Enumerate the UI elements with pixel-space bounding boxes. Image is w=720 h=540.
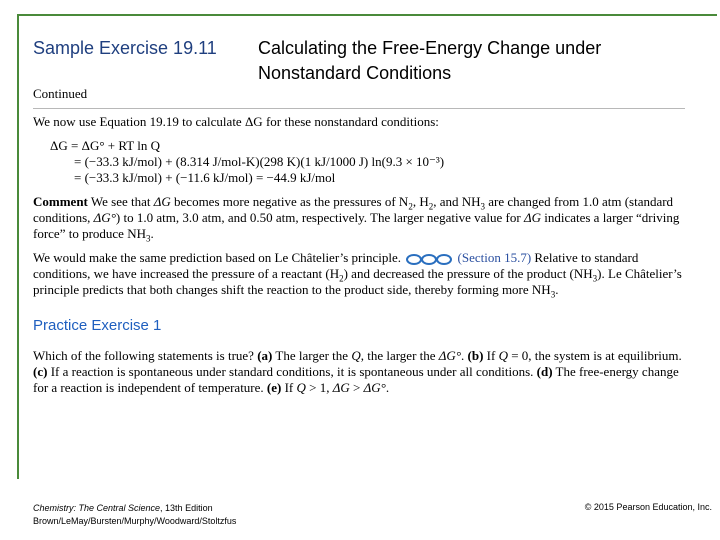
footer-citation: [33, 502, 236, 528]
subscript: 3: [550, 289, 556, 300]
symbol-dg: ΔG: [332, 380, 350, 395]
comment-text: , H: [412, 194, 429, 209]
question-text: , the larger the: [360, 348, 439, 363]
question-text: .: [385, 380, 390, 395]
symbol-q: Q: [498, 348, 508, 363]
comment-text: indicates a larger “driving force” to produce NH: [33, 210, 680, 241]
option-label: (e): [266, 380, 282, 395]
book-authors: Brown/LeMay/Bursten/Murphy/Woodward/Stoltzfus: [33, 516, 237, 526]
question-text: .: [461, 348, 468, 363]
frame-top-rule: [17, 14, 717, 16]
comment-label: Comment: [33, 194, 88, 209]
comment-text: are changed from 1.0 atm (standard conditions,: [33, 194, 674, 225]
symbol-dg0: ΔG°: [438, 348, 462, 363]
frame-left-rule: [17, 14, 19, 479]
question-text: >: [349, 380, 364, 395]
prediction-text: ) and decreased the pressure of the product (NH: [343, 266, 593, 281]
question-text: If a reaction is spontaneous under standard conditions, it is spontaneous under all conditions.: [47, 364, 537, 379]
continued-label: Continued: [33, 86, 88, 101]
prediction-text: ). Le Châtelier’s principle predicts that both changes shift the reaction to the product side, thereby forming more NH: [33, 266, 682, 297]
title-number: Sample Exercise 19.11: [33, 38, 217, 58]
book-title: Chemistry: The Central Science: [33, 503, 161, 513]
symbol-q: Q: [296, 380, 306, 395]
question-text: If: [281, 380, 297, 395]
option-label: (b): [467, 348, 484, 363]
intro-text: We now use Equation 19.19 to calculate ΔG for these nonstandard conditions:: [33, 114, 439, 129]
comment-text: .: [150, 226, 154, 241]
symbol-dg0: ΔG°: [363, 380, 386, 395]
go-figure-link-icon[interactable]: [406, 254, 452, 265]
equation-line-3: = (−33.3 kJ/mol) + (−11.6 kJ/mol) = −44.9 kJ/mol: [74, 170, 336, 185]
option-label: (d): [536, 364, 553, 379]
practice-heading: Practice Exercise 1: [33, 317, 162, 334]
prediction-paragraph: [33, 250, 695, 298]
comment-text: ) to 1.0 atm, 3.0 atm, and 0.50 atm, respectively. The larger negative value for: [115, 210, 524, 225]
subscript: 2: [428, 201, 434, 212]
prediction-text: We would make the same prediction based on Le Châtelier’s principle.: [33, 250, 402, 265]
comment-text: We see that: [90, 194, 154, 209]
prediction-text: .: [555, 282, 559, 297]
subscript: 3: [145, 233, 151, 244]
question-text: The larger the: [272, 348, 352, 363]
question-text: The free-energy change for a reaction is independent of temperature.: [33, 364, 679, 395]
comment-paragraph: [33, 194, 695, 242]
question-text: > 1,: [305, 380, 333, 395]
symbol-dg0: ΔG°: [93, 210, 116, 225]
subscript: 3: [480, 201, 485, 212]
option-label: (c): [33, 364, 48, 379]
book-edition: , 13th Edition: [160, 503, 213, 513]
divider: [33, 108, 685, 109]
page-title: [33, 36, 703, 83]
title-text: Calculating the Free-Energy Change under Nonstandard Conditions: [258, 38, 602, 83]
option-label: (a): [257, 348, 273, 363]
subscript: 3: [592, 273, 598, 284]
comment-text: , and NH: [433, 194, 481, 209]
symbol-dg: ΔG: [153, 194, 171, 209]
symbol-q: Q: [351, 348, 361, 363]
subscript: 2: [408, 201, 413, 212]
prediction-text: Relative to standard conditions, we have increased the pressure of a reactant (H: [33, 250, 639, 281]
comment-text: becomes more negative as the pressures of N: [170, 194, 409, 209]
footer-copyright: © 2015 Pearson Education, Inc.: [584, 502, 712, 512]
practice-question: [33, 348, 695, 396]
equation-line-1: ΔG = ΔG° + RT ln Q: [50, 138, 160, 153]
section-link[interactable]: (Section 15.7): [457, 250, 532, 265]
equation-line-2: = (−33.3 kJ/mol) + (8.314 J/mol-K)(298 K)(1 kJ/1000 J) ln(9.3 × 10⁻³): [74, 154, 445, 169]
subscript: 2: [339, 273, 344, 284]
question-text: Which of the following statements is true?: [33, 348, 258, 363]
question-text: If: [483, 348, 499, 363]
symbol-dg: ΔG: [523, 210, 541, 225]
question-text: = 0, the system is at equilibrium.: [507, 348, 682, 363]
